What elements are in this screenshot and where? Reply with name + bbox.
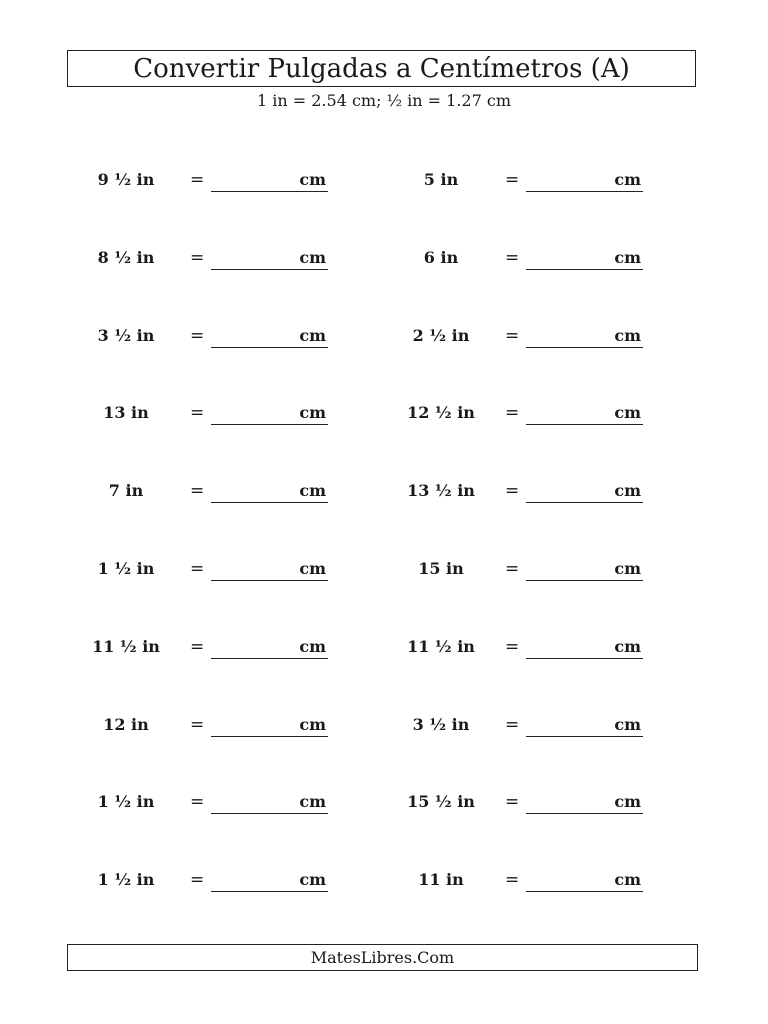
equals-sign: = <box>505 792 520 812</box>
answer-blank[interactable] <box>526 403 643 425</box>
equals-sign: = <box>505 715 520 735</box>
inch-value: 13 in <box>103 403 149 422</box>
inch-value: 1 ½ in <box>97 870 155 889</box>
problem-right <box>0 248 768 278</box>
inch-value: 7 in <box>108 481 144 500</box>
unit-label: cm <box>614 248 641 267</box>
unit-label: cm <box>614 715 641 734</box>
unit-label: cm <box>299 559 326 578</box>
problem-right <box>0 481 768 511</box>
problem-row <box>0 715 768 745</box>
equals-sign: = <box>190 637 205 657</box>
equals-sign: = <box>190 870 205 890</box>
unit-label: cm <box>299 248 326 267</box>
problem-row <box>0 870 768 900</box>
equals-sign: = <box>505 637 520 657</box>
inch-value: 13 ½ in <box>407 481 475 500</box>
inch-value: 5 in <box>423 170 459 189</box>
footer-box <box>67 944 698 971</box>
unit-label: cm <box>299 870 326 889</box>
problem-row <box>0 637 768 667</box>
inch-value: 9 ½ in <box>97 170 155 189</box>
inch-value: 15 in <box>418 559 464 578</box>
unit-label: cm <box>299 792 326 811</box>
unit-label: cm <box>299 481 326 500</box>
problem-right <box>0 403 768 433</box>
equals-sign: = <box>505 559 520 579</box>
problem-right <box>0 170 768 200</box>
inch-value: 1 ½ in <box>97 792 155 811</box>
problem-right <box>0 870 768 900</box>
unit-label: cm <box>299 326 326 345</box>
unit-label: cm <box>299 170 326 189</box>
unit-label: cm <box>614 403 641 422</box>
equals-sign: = <box>190 715 205 735</box>
answer-blank[interactable] <box>526 559 643 581</box>
equals-sign: = <box>505 326 520 346</box>
problem-row <box>0 248 768 278</box>
equals-sign: = <box>505 870 520 890</box>
equals-sign: = <box>190 792 205 812</box>
problem-row <box>0 792 768 822</box>
problem-row <box>0 170 768 200</box>
answer-blank[interactable] <box>526 715 643 737</box>
answer-blank[interactable] <box>526 326 643 348</box>
equals-sign: = <box>505 403 520 423</box>
problem-row <box>0 403 768 433</box>
equals-sign: = <box>505 481 520 501</box>
problem-row <box>0 559 768 589</box>
inch-value: 8 ½ in <box>97 248 155 267</box>
inch-value: 11 in <box>418 870 464 889</box>
equals-sign: = <box>190 403 205 423</box>
problem-right <box>0 792 768 822</box>
equals-sign: = <box>190 248 205 268</box>
inch-value: 12 ½ in <box>407 403 475 422</box>
inch-value: 12 in <box>103 715 149 734</box>
inch-value: 2 ½ in <box>412 326 470 345</box>
answer-blank[interactable] <box>526 870 643 892</box>
answer-blank[interactable] <box>526 637 643 659</box>
equals-sign: = <box>190 481 205 501</box>
inch-value: 6 in <box>423 248 459 267</box>
answer-blank[interactable] <box>526 481 643 503</box>
inch-value: 11 ½ in <box>92 637 160 656</box>
answer-blank[interactable] <box>526 792 643 814</box>
problem-right <box>0 559 768 589</box>
inch-value: 15 ½ in <box>407 792 475 811</box>
worksheet-title: Convertir Pulgadas a Centímetros (A) <box>133 53 630 84</box>
problem-right <box>0 715 768 745</box>
unit-label: cm <box>614 326 641 345</box>
answer-blank[interactable] <box>526 170 643 192</box>
unit-label: cm <box>614 792 641 811</box>
unit-label: cm <box>614 481 641 500</box>
footer-text: MatesLibres.Com <box>310 948 455 967</box>
conversion-hint: 1 in = 2.54 cm; ½ in = 1.27 cm <box>256 91 512 110</box>
equals-sign: = <box>190 559 205 579</box>
equals-sign: = <box>190 326 205 346</box>
unit-label: cm <box>614 559 641 578</box>
inch-value: 1 ½ in <box>97 559 155 578</box>
equals-sign: = <box>505 170 520 190</box>
inch-value: 11 ½ in <box>407 637 475 656</box>
answer-blank[interactable] <box>526 248 643 270</box>
problem-right <box>0 326 768 356</box>
unit-label: cm <box>299 715 326 734</box>
unit-label: cm <box>299 637 326 656</box>
unit-label: cm <box>614 870 641 889</box>
unit-label: cm <box>614 637 641 656</box>
inch-value: 3 ½ in <box>97 326 155 345</box>
inch-value: 3 ½ in <box>412 715 470 734</box>
problem-right <box>0 637 768 667</box>
unit-label: cm <box>614 170 641 189</box>
equals-sign: = <box>190 170 205 190</box>
unit-label: cm <box>299 403 326 422</box>
problem-row <box>0 326 768 356</box>
problem-row <box>0 481 768 511</box>
equals-sign: = <box>505 248 520 268</box>
